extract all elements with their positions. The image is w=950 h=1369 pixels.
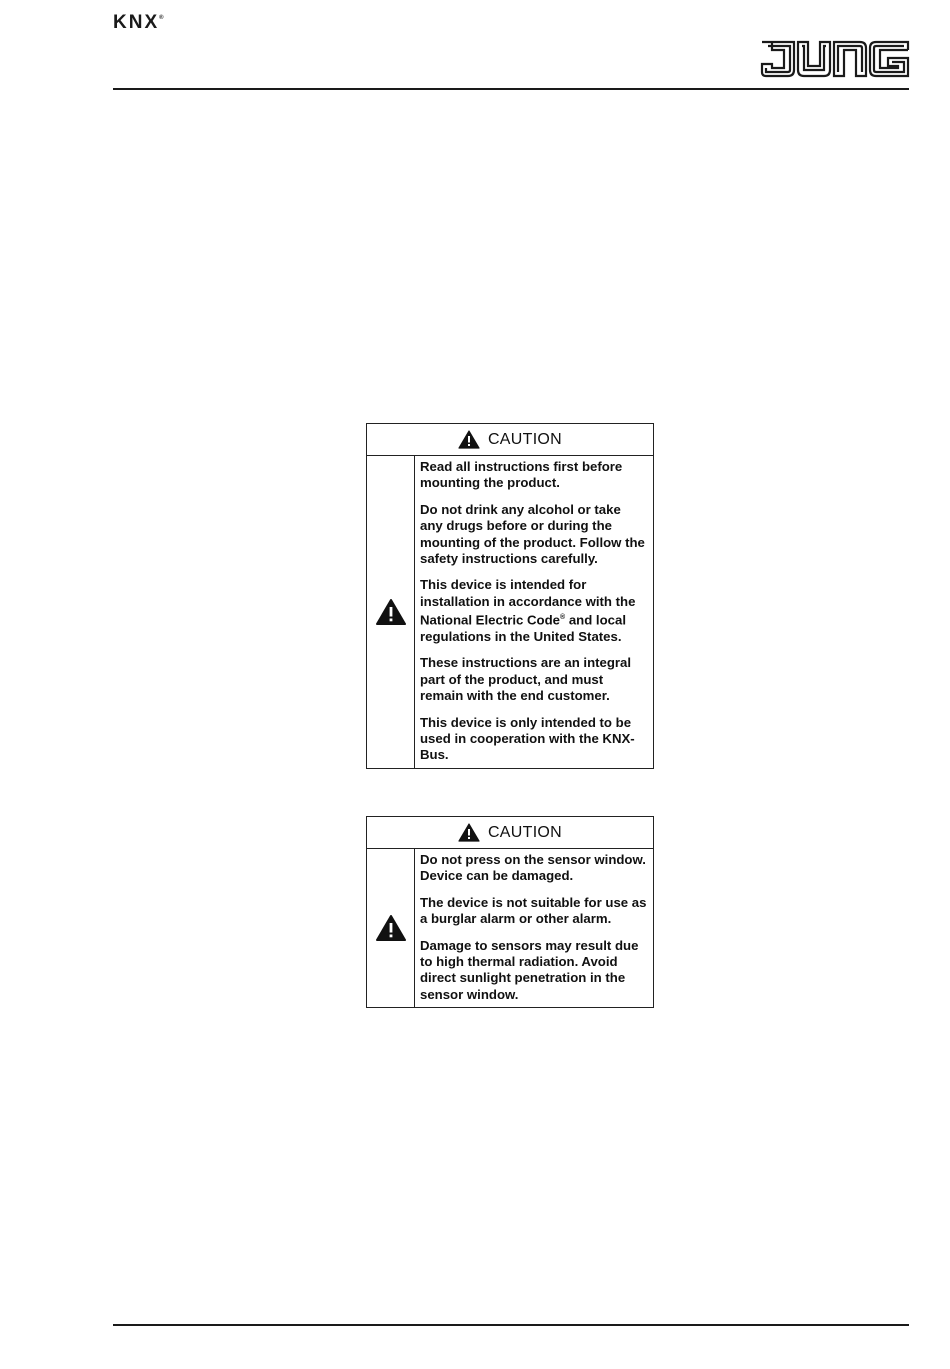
caution-paragraph: These instructions are an integral part of the product, and must remain with the end customer. <box>420 655 632 704</box>
jung-logo <box>760 40 910 78</box>
caution-box-general <box>366 423 654 769</box>
caution-paragraph: Do not press on the sensor window. Device can be damaged. <box>420 852 646 884</box>
warning-triangle-icon <box>458 823 480 842</box>
caution-title: CAUTION <box>487 430 563 448</box>
caution-paragraph: This device is intended for installation in accordance with the National Electric Code® and local regulations in the United States. <box>420 577 636 645</box>
footer-rule <box>113 1324 909 1326</box>
caution-paragraph: Damage to sensors may result due to high thermal radiation. Avoid direct sunlight penetration in the sensor window. <box>420 937 639 1002</box>
caution-text <box>415 456 653 768</box>
caution-paragraph: The device is not suitable for use as a burglar alarm or other alarm. <box>420 894 647 927</box>
warning-triangle-icon <box>458 430 480 449</box>
warning-column <box>367 456 415 768</box>
warning-triangle-icon <box>375 914 407 942</box>
caution-header <box>367 424 653 456</box>
caution-paragraph: Read all instructions first before mounting the product. <box>420 459 623 491</box>
caution-paragraph: This device is only intended to be used in cooperation with the KNX-Bus. <box>420 714 635 763</box>
header-rule <box>113 88 909 90</box>
caution-text <box>415 849 653 1007</box>
caution-header <box>367 817 653 849</box>
caution-box-sensor <box>366 816 654 1008</box>
warning-column <box>367 849 415 1007</box>
knx-logo: KNX® <box>113 12 164 33</box>
warning-triangle-icon <box>375 598 407 626</box>
caution-paragraph: Do not drink any alcohol or take any drugs before or during the mounting of the product. Follow the safety instructions carefully. <box>420 501 645 567</box>
caution-title: CAUTION <box>487 823 563 841</box>
